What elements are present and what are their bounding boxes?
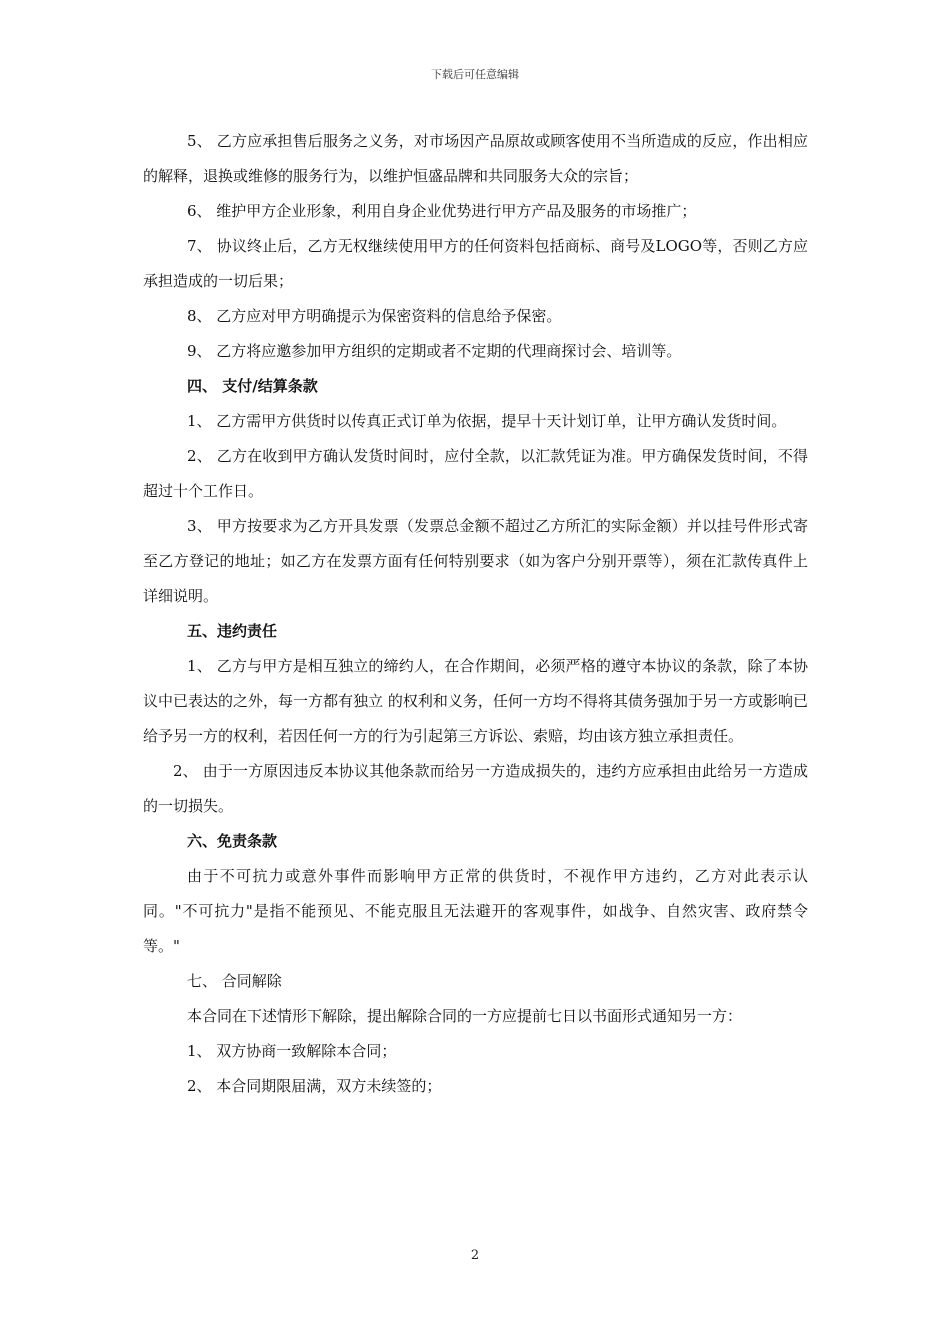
exemption-clause: 由于不可抗力或意外事件而影响甲方正常的供货时，不视作甲方违约，乙方对此表示认同。"不可抗力"是指不能预见、不能克服且无法避开的客观事件，如战争、自然灾害、政府禁令等。" <box>143 867 808 955</box>
header-note: 下载后可任意编辑 <box>431 68 519 81</box>
clause-5-after-sales: 5、 乙方应承担售后服务之义务，对市场因产品原故或顾客使用不当所造成的反应，作出相应的解释，退换或维修的服务行为，以维护恒盛品牌和共同服务大众的宗旨； <box>143 132 808 185</box>
breach-clause-2: 2、 由于一方原因违反本协议其他条款而给另一方造成损失的，违约方应承担由此给另一方造成的一切损失。 <box>143 762 808 815</box>
clause-6-brand-image: 6、 维护甲方企业形象，利用自身企业优势进行甲方产品及服务的市场推广； <box>187 202 697 220</box>
page-number: 2 <box>470 1248 480 1263</box>
document-body <box>143 124 808 1104</box>
termination-clause-2: 2、 本合同期限届满，双方未续签的； <box>187 1077 442 1095</box>
section-heading-breach: 五、违约责任 <box>187 622 278 640</box>
section-heading-payment: 四、 支付/结算条款 <box>187 377 318 395</box>
clause-9-meetings: 9、 乙方将应邀参加甲方组织的定期或者不定期的代理商探讨会、培训等。 <box>187 342 682 360</box>
payment-clause-1: 1、 乙方需甲方供货时以传真正式订单为依据，提早十天计划订单，让甲方确认发货时间。 <box>187 412 787 430</box>
clause-8-confidentiality: 8、 乙方应对甲方明确提示为保密资料的信息给予保密。 <box>187 307 562 325</box>
payment-clause-2: 2、 乙方在收到甲方确认发货时间时，应付全款，以汇款凭证为准。甲方确保发货时间，不得超过十个工作日。 <box>143 447 808 500</box>
breach-clause-1: 1、 乙方与甲方是相互独立的缔约人，在合作期间，必须严格的遵守本协议的条款，除了本协议中已表达的之外，每一方都有独立 的权利和义务，任何一方均不得将其债务强加于另一方或影响已给予另一方的权利，若因任何一方的行为引起第三方诉讼、索赔，均由该方独立承担责任。 <box>143 657 808 745</box>
section-heading-exemption: 六、免责条款 <box>187 832 278 850</box>
section-heading-termination: 七、 合同解除 <box>187 972 282 990</box>
termination-clause-1: 1、 双方协商一致解除本合同； <box>187 1042 397 1060</box>
clause-7-termination-usage: 7、 协议终止后，乙方无权继续使用甲方的任何资料包括商标、商号及LOGO等，否则乙方应承担造成的一切后果； <box>143 237 808 290</box>
termination-intro: 本合同在下述情形下解除，提出解除合同的一方应提前七日以书面形式通知另一方： <box>187 1007 743 1025</box>
payment-clause-3: 3、 甲方按要求为乙方开具发票（发票总金额不超过乙方所汇的实际金额）并以挂号件形式寄至乙方登记的地址；如乙方在发票方面有任何特别要求（如为客户分别开票等），须在汇款传真件上详细说明。 <box>143 517 808 605</box>
